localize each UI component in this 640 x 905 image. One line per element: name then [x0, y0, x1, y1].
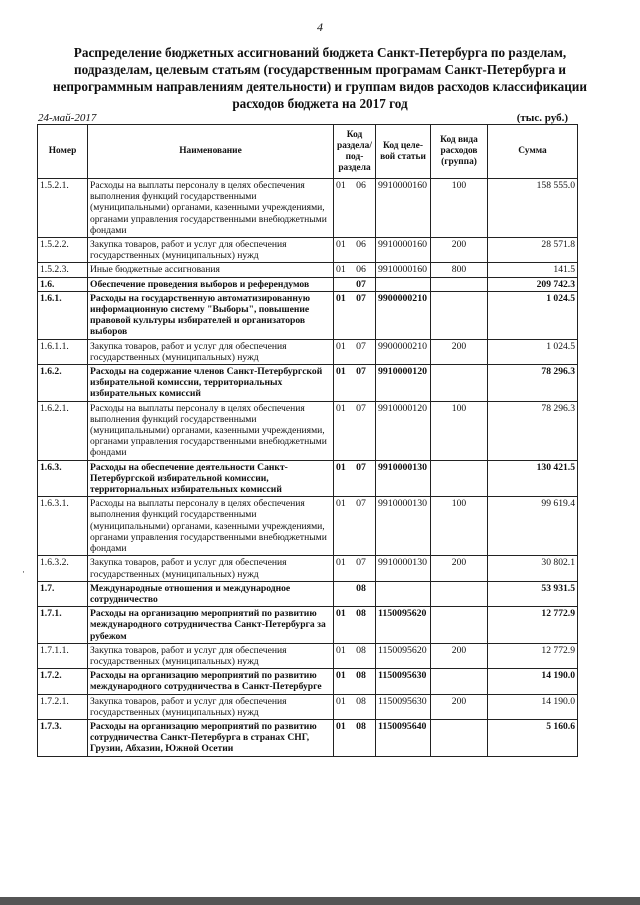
- row-article-code: 1150095630: [376, 669, 431, 694]
- header-name: Наименование: [88, 125, 334, 179]
- row-name: Расходы на содержание членов Санкт-Петербургской избирательной комиссии, территориальных избирательных комиссий: [88, 365, 334, 402]
- table-row: [38, 607, 578, 644]
- section-code: 01: [336, 644, 346, 656]
- row-name: Международные отношения и международное сотрудничество: [88, 581, 334, 606]
- row-section-code: [334, 497, 376, 556]
- row-number: 1.7.: [38, 581, 88, 606]
- row-amount: 12 772.9: [488, 643, 578, 668]
- row-expense-type: [431, 291, 488, 339]
- row-amount: 28 571.8: [488, 238, 578, 263]
- table-row: [38, 339, 578, 364]
- section-code: 01: [336, 670, 346, 682]
- row-name: Расходы на организацию мероприятий по развитию сотрудничества Санкт-Петербурга в странах СНГ, Грузии, Абхазии, Южной Осетии: [88, 719, 334, 756]
- row-number: 1.7.1.: [38, 607, 88, 644]
- row-section-code: [334, 365, 376, 402]
- row-amount: 158 555.0: [488, 179, 578, 238]
- row-section-code: [334, 556, 376, 581]
- row-article-code: 1150095620: [376, 643, 431, 668]
- table-row: [38, 643, 578, 668]
- section-code: 01: [336, 695, 346, 707]
- row-article-code: 9910000130: [376, 556, 431, 581]
- row-number: 1.7.1.1.: [38, 643, 88, 668]
- table-body: [38, 179, 578, 757]
- header-amount: Сумма: [488, 125, 578, 179]
- section-code: 01: [336, 498, 346, 510]
- section-code: 01: [336, 608, 346, 620]
- row-article-code: 9910000130: [376, 460, 431, 497]
- row-amount: 14 190.0: [488, 694, 578, 719]
- subsection-code: 07: [356, 366, 366, 378]
- row-expense-type: 100: [431, 401, 488, 460]
- row-expense-type: 200: [431, 238, 488, 263]
- row-section-code: [334, 291, 376, 339]
- row-section-code: [334, 694, 376, 719]
- header-expense-type-code: Код вида расходов (группа): [431, 125, 488, 179]
- row-number: 1.7.3.: [38, 719, 88, 756]
- table-row: [38, 277, 578, 291]
- row-expense-type: [431, 365, 488, 402]
- table-row: [38, 179, 578, 238]
- row-expense-type: [431, 581, 488, 606]
- table-row: [38, 263, 578, 277]
- row-article-code: 9910000160: [376, 238, 431, 263]
- row-article-code: [376, 581, 431, 606]
- subsection-code: 08: [356, 670, 366, 682]
- header-article-code: Код целе-вой статьи: [376, 125, 431, 179]
- row-expense-type: [431, 719, 488, 756]
- subsection-code: 08: [356, 695, 366, 707]
- row-article-code: 9900000210: [376, 291, 431, 339]
- row-amount: 78 296.3: [488, 401, 578, 460]
- row-amount: 209 742.3: [488, 277, 578, 291]
- row-number: 1.6.: [38, 277, 88, 291]
- subsection-code: 07: [356, 461, 366, 473]
- subsection-code: 07: [356, 278, 366, 290]
- row-number: 1.7.2.1.: [38, 694, 88, 719]
- row-amount: 130 421.5: [488, 460, 578, 497]
- row-section-code: [334, 339, 376, 364]
- row-amount: 12 772.9: [488, 607, 578, 644]
- row-name: Расходы на организацию мероприятий по развитию международного сотрудничества в Санкт-Петербурге: [88, 669, 334, 694]
- row-section-code: [334, 263, 376, 277]
- row-expense-type: 200: [431, 694, 488, 719]
- row-name: Расходы на выплаты персоналу в целях обеспечения выполнения функций государственными (муниципальными) органами, казенными учреждениями, органами управления государственными внебюджетными фондами: [88, 497, 334, 556]
- row-expense-type: 200: [431, 556, 488, 581]
- scan-edge: [0, 897, 640, 905]
- row-article-code: 9910000160: [376, 179, 431, 238]
- header-number: Номер: [38, 125, 88, 179]
- subsection-code: 07: [356, 292, 366, 304]
- row-name: Расходы на государственную автоматизированную информационную систему "Выборы", повышение правовой культуры избирателей и организаторов выборов: [88, 291, 334, 339]
- row-number: 1.6.2.: [38, 365, 88, 402]
- section-code: 01: [336, 402, 346, 414]
- row-article-code: 9910000120: [376, 401, 431, 460]
- subsection-code: 08: [356, 644, 366, 656]
- subsection-code: 08: [356, 582, 366, 594]
- document-date: 24-май-2017: [38, 112, 97, 124]
- row-name: Расходы на выплаты персоналу в целях обеспечения выполнения функций государственными (муниципальными) органами, казенными учреждениями, органами управления государственными внебюджетными фондами: [88, 401, 334, 460]
- section-code: 01: [336, 180, 346, 191]
- section-code: 01: [336, 461, 346, 473]
- section-code: 01: [336, 720, 346, 732]
- scan-mark: ·: [22, 567, 25, 577]
- row-number: 1.5.2.2.: [38, 238, 88, 263]
- row-expense-type: 100: [431, 497, 488, 556]
- section-code: 01: [336, 557, 346, 569]
- row-article-code: 9910000120: [376, 365, 431, 402]
- table-row: [38, 694, 578, 719]
- table-row: [38, 291, 578, 339]
- table-row: [38, 581, 578, 606]
- section-code: 01: [336, 264, 346, 276]
- row-article-code: 1150095620: [376, 607, 431, 644]
- subsection-code: 07: [356, 402, 366, 414]
- row-section-code: [334, 607, 376, 644]
- table-row: [38, 556, 578, 581]
- row-number: 1.5.2.3.: [38, 263, 88, 277]
- row-section-code: [334, 238, 376, 263]
- row-section-code: [334, 719, 376, 756]
- row-section-code: [334, 179, 376, 238]
- row-amount: 1 024.5: [488, 291, 578, 339]
- row-expense-type: 200: [431, 643, 488, 668]
- row-number: 1.6.1.1.: [38, 339, 88, 364]
- row-article-code: [376, 277, 431, 291]
- row-name: Расходы на обеспечение деятельности Санкт-Петербургской избирательной комиссии, территориальных избирательных комиссий: [88, 460, 334, 497]
- row-number: 1.6.3.1.: [38, 497, 88, 556]
- row-amount: 14 190.0: [488, 669, 578, 694]
- row-number: 1.7.2.: [38, 669, 88, 694]
- row-name: Закупка товаров, работ и услуг для обеспечения государственных (муниципальных) нужд: [88, 556, 334, 581]
- row-name: Закупка товаров, работ и услуг для обеспечения государственных (муниципальных) нужд: [88, 339, 334, 364]
- row-name: Закупка товаров, работ и услуг для обеспечения государственных (муниципальных) нужд: [88, 643, 334, 668]
- row-amount: 5 160.6: [488, 719, 578, 756]
- row-amount: 53 931.5: [488, 581, 578, 606]
- row-expense-type: [431, 669, 488, 694]
- row-article-code: 9910000130: [376, 497, 431, 556]
- table-row: [38, 401, 578, 460]
- subsection-code: 08: [356, 720, 366, 732]
- row-expense-type: [431, 607, 488, 644]
- budget-table: [37, 124, 578, 757]
- row-name: Расходы на выплаты персоналу в целях обеспечения выполнения функций государственными (муниципальными) органами, казенными учреждениями, органами управления государственными внебюджетными фондами: [88, 179, 334, 238]
- subsection-code: 06: [356, 264, 366, 276]
- row-name: Расходы на организацию мероприятий по развитию международного сотрудничества Санкт-Петербурга за рубежом: [88, 607, 334, 644]
- row-section-code: [334, 669, 376, 694]
- table-row: [38, 497, 578, 556]
- row-number: 1.6.1.: [38, 291, 88, 339]
- row-amount: 30 802.1: [488, 556, 578, 581]
- table-row: [38, 669, 578, 694]
- row-article-code: 9910000160: [376, 263, 431, 277]
- section-code: 01: [336, 239, 346, 251]
- document-title: Распределение бюджетных ассигнований бюджета Санкт-Петербурга по разделам, подразделам, целевым статьям (государственным програмам Санкт-Петербурга и непрограммным направлениям деятельности) и группам видов расходов классификации расходов бюджета на 2017 год: [52, 45, 587, 111]
- row-expense-type: 800: [431, 263, 488, 277]
- row-expense-type: 100: [431, 179, 488, 238]
- row-name: Обеспечение проведения выборов и референдумов: [88, 277, 334, 291]
- row-number: 1.5.2.1.: [38, 179, 88, 238]
- row-section-code: [334, 401, 376, 460]
- subsection-code: 06: [356, 180, 366, 191]
- row-article-code: 9900000210: [376, 339, 431, 364]
- row-name: Закупка товаров, работ и услуг для обеспечения государственных (муниципальных) нужд: [88, 694, 334, 719]
- row-amount: 141.5: [488, 263, 578, 277]
- row-name: Иные бюджетные ассигнования: [88, 263, 334, 277]
- row-article-code: 1150095630: [376, 694, 431, 719]
- subsection-code: 08: [356, 608, 366, 620]
- row-number: 1.6.2.1.: [38, 401, 88, 460]
- row-section-code: [334, 460, 376, 497]
- section-code: 01: [336, 366, 346, 378]
- row-section-code: [334, 581, 376, 606]
- row-expense-type: [431, 277, 488, 291]
- subsection-code: 07: [356, 557, 366, 569]
- page-number: 4: [317, 20, 323, 34]
- header-section-code: Код раздела/ под-раздела: [334, 125, 376, 179]
- row-number: 1.6.3.: [38, 460, 88, 497]
- row-number: 1.6.3.2.: [38, 556, 88, 581]
- subsection-code: 06: [356, 239, 366, 251]
- section-code: 01: [336, 292, 346, 304]
- table-row: [38, 365, 578, 402]
- row-section-code: [334, 643, 376, 668]
- row-amount: 78 296.3: [488, 365, 578, 402]
- row-article-code: 1150095640: [376, 719, 431, 756]
- table-row: [38, 238, 578, 263]
- row-name: Закупка товаров, работ и услуг для обеспечения государственных (муниципальных) нужд: [88, 238, 334, 263]
- subsection-code: 07: [356, 498, 366, 510]
- subsection-code: 07: [356, 340, 366, 352]
- row-section-code: [334, 277, 376, 291]
- row-amount: 1 024.5: [488, 339, 578, 364]
- row-expense-type: 200: [431, 339, 488, 364]
- units-label: (тыс. руб.): [516, 112, 568, 124]
- table-row: [38, 460, 578, 497]
- section-code: 01: [336, 340, 346, 352]
- table-row: [38, 719, 578, 756]
- row-amount: 99 619.4: [488, 497, 578, 556]
- row-expense-type: [431, 460, 488, 497]
